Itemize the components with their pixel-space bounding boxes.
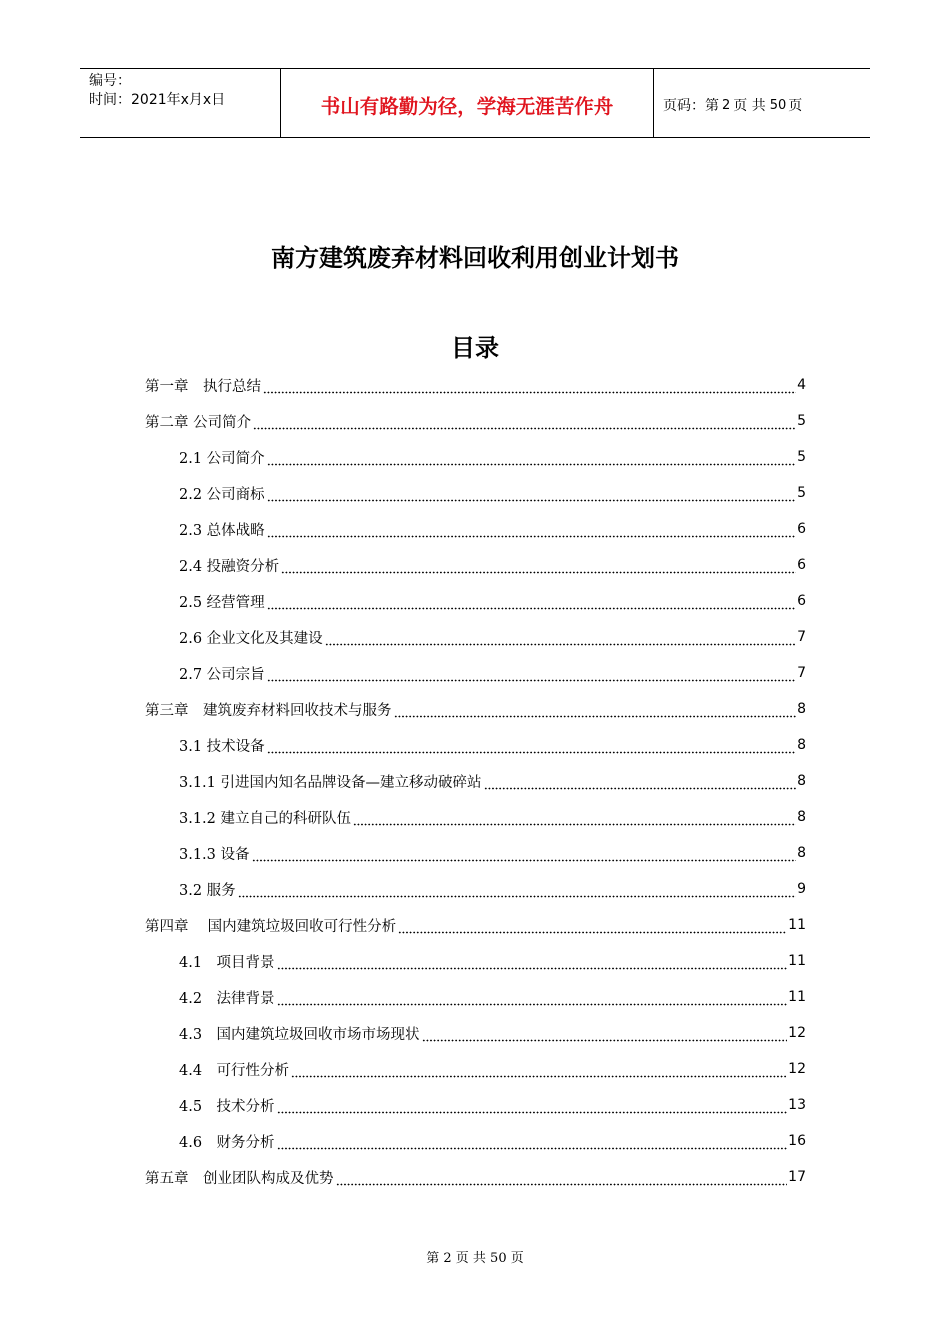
toc-entry-label: 第四章 国内建筑垃圾回收可行性分析 (145, 918, 397, 935)
toc-entry-label: 3.1.1 引进国内知名品牌设备—建立移动破碎站 (179, 774, 482, 791)
toc-entry-page: 12 (788, 1061, 806, 1077)
toc-entry[interactable] (179, 511, 806, 547)
toc-entry-page: 5 (797, 449, 806, 465)
toc-entry-label: 3.1.3 设备 (179, 846, 250, 863)
toc-entry[interactable] (179, 835, 806, 871)
toc-entry[interactable] (179, 1051, 806, 1087)
toc-leader-dots (277, 1100, 788, 1114)
header-motto: 书山有路勤为径，学海无涯苦作舟 (281, 69, 654, 137)
toc-leader-dots (325, 632, 796, 646)
toc-entry-label: 第三章 建筑废弃材料回收技术与服务 (145, 702, 392, 719)
toc-entry[interactable] (179, 439, 806, 475)
toc-entry[interactable] (145, 403, 806, 439)
page-label: 页码：第 (663, 98, 719, 114)
toc-entry[interactable] (145, 367, 806, 403)
page-footer: 第 2 页 共 50 页 (426, 1251, 524, 1266)
toc-leader-dots (253, 416, 796, 430)
toc-entry-label: 4.3 国内建筑垃圾回收市场市场现状 (179, 1026, 420, 1043)
toc-entry-label: 4.6 财务分析 (179, 1134, 275, 1151)
toc-leader-dots (267, 668, 796, 682)
toc-entry[interactable] (179, 1015, 806, 1051)
toc-entry-page: 5 (797, 485, 806, 501)
toc-entry-label: 4.1 项目背景 (179, 954, 275, 971)
toc-entry[interactable] (145, 907, 806, 943)
toc-entry-label: 2.4 投融资分析 (179, 558, 280, 575)
toc-entry-page: 11 (788, 917, 806, 933)
toc-leader-dots (291, 1064, 787, 1078)
toc-leader-dots (281, 560, 796, 574)
toc-leader-dots (422, 1028, 788, 1042)
toc-entry[interactable] (179, 763, 806, 799)
toc-leader-dots (394, 704, 797, 718)
toc-leader-dots (267, 488, 796, 502)
toc-entry-page: 8 (797, 809, 806, 825)
toc-leader-dots (353, 812, 796, 826)
toc-leader-dots (398, 920, 787, 934)
toc-entry[interactable] (179, 1123, 806, 1159)
page-number: 2 (722, 97, 731, 113)
page-header (80, 68, 870, 138)
toc-entry-label: 第五章 创业团队构成及优势 (145, 1170, 334, 1187)
toc-entry-page: 4 (797, 377, 806, 393)
toc-heading: 目录 (451, 333, 499, 362)
toc-leader-dots (267, 596, 796, 610)
toc-entry[interactable] (179, 547, 806, 583)
toc-leader-dots (267, 740, 796, 754)
toc-entry-label: 4.5 技术分析 (179, 1098, 275, 1115)
toc-leader-dots (267, 524, 796, 538)
toc-entry-page: 5 (797, 413, 806, 429)
toc-entry-label: 第二章 公司简介 (145, 414, 252, 431)
toc-entry-label: 3.2 服务 (179, 882, 236, 899)
toc-entry-label: 2.3 总体战略 (179, 522, 265, 539)
number-label: 编号： (89, 73, 131, 89)
toc-entry[interactable] (145, 691, 806, 727)
toc-entry-page: 7 (797, 665, 806, 681)
toc-entry-page: 8 (797, 845, 806, 861)
toc-leader-dots (277, 956, 788, 970)
page-end-label: 页 (788, 98, 803, 114)
toc-entry-label: 4.2 法律背景 (179, 990, 275, 1007)
toc-leader-dots (336, 1172, 788, 1186)
toc-leader-dots (277, 1136, 788, 1150)
toc-entry[interactable] (179, 979, 806, 1015)
time-label: 时间：2021年x月x日 (89, 92, 226, 108)
toc-entry-label: 2.6 企业文化及其建设 (179, 630, 323, 647)
page-mid-label: 页 共 (733, 98, 766, 114)
toc-entry-label: 2.2 公司商标 (179, 486, 265, 503)
toc-entry[interactable] (179, 619, 806, 655)
toc-entry-label: 2.5 经营管理 (179, 594, 265, 611)
toc-leader-dots (263, 380, 796, 394)
toc-entry-page: 8 (797, 701, 806, 717)
toc-entry-page: 17 (788, 1169, 806, 1185)
toc-leader-dots (238, 884, 796, 898)
toc-entry-page: 13 (788, 1097, 806, 1113)
toc-entry-label: 4.4 可行性分析 (179, 1062, 290, 1079)
toc-entry-label: 第一章 执行总结 (145, 378, 261, 395)
toc-entry-label: 3.1.2 建立自己的科研队伍 (179, 810, 352, 827)
toc-entry[interactable] (179, 727, 806, 763)
toc-entry-page: 8 (797, 737, 806, 753)
toc-entry[interactable] (179, 1087, 806, 1123)
toc-leader-dots (267, 452, 796, 466)
toc-entry-label: 3.1 技术设备 (179, 738, 265, 755)
toc-entry[interactable] (179, 799, 806, 835)
toc-entry-page: 8 (797, 773, 806, 789)
header-page-info (654, 69, 870, 137)
toc-entry-page: 6 (797, 557, 806, 573)
toc-entry-page: 9 (797, 881, 806, 897)
toc-entry[interactable] (179, 871, 806, 907)
toc-entry[interactable] (179, 943, 806, 979)
toc-entry-label: 2.1 公司简介 (179, 450, 265, 467)
toc-entry-page: 16 (788, 1133, 806, 1149)
toc-entry-page: 11 (788, 953, 806, 969)
toc-leader-dots (252, 848, 797, 862)
toc-entry-page: 6 (797, 593, 806, 609)
toc-entry[interactable] (145, 1159, 806, 1195)
toc-entry-page: 7 (797, 629, 806, 645)
toc-leader-dots (484, 776, 797, 790)
toc-entry-page: 11 (788, 989, 806, 1005)
toc-entry[interactable] (179, 583, 806, 619)
document-title: 南方建筑废弃材料回收利用创业计划书 (271, 243, 679, 272)
toc-entry[interactable] (179, 475, 806, 511)
toc-entry-label: 2.7 公司宗旨 (179, 666, 265, 683)
toc-entry-page: 12 (788, 1025, 806, 1041)
toc-entry[interactable] (179, 655, 806, 691)
page-total: 50 (769, 97, 787, 113)
toc-leader-dots (277, 992, 788, 1006)
header-meta (80, 69, 281, 137)
toc-entry-page: 6 (797, 521, 806, 537)
